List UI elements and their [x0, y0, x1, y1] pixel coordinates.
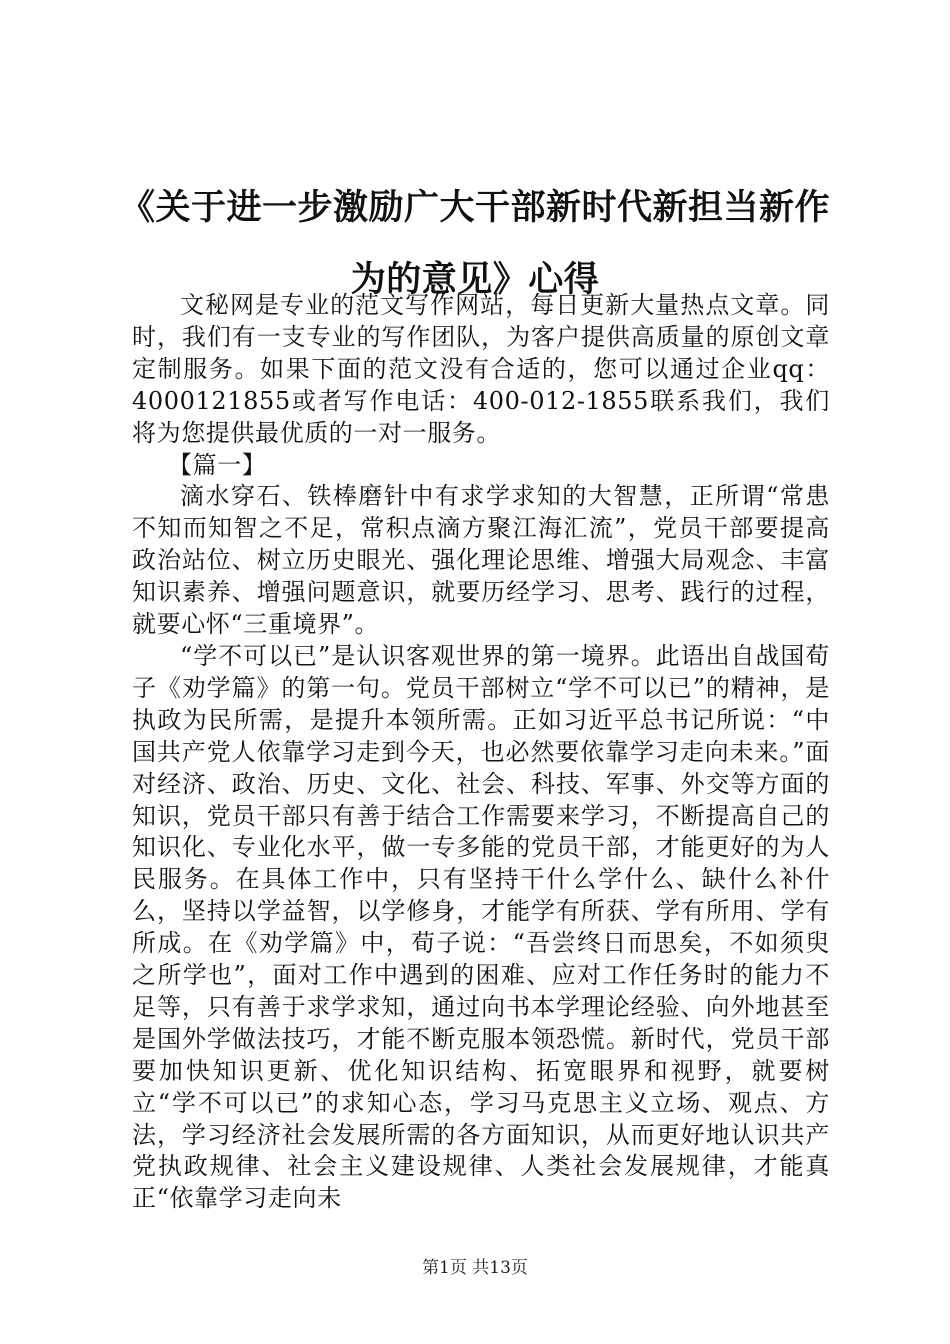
page-number-footer: 第1页 共13页	[422, 1258, 528, 1278]
section-label: 【篇一】	[168, 450, 267, 479]
title-line-2: 为的意见》心得	[350, 259, 600, 300]
title-line-1: 《关于进一步激励广大干部新时代新担当新作	[119, 187, 830, 228]
body-paragraph: “学不可以已”是认识客观世界的第一境界。此语出自战国荀子《劝学篇》的第一句。党员干部树立“学不可以已”的精神，是执政为民所需，是提升本领所需。正如习近平总书记所说：“中国共产党人依靠学习走到今天，也必然要依靠学习走向未来。”面对经济、政治、历史、文化、社会、科技、军事、外交等方面的知识，党员干部只有善于结合工作需要来学习，不断提高自己的知识化、专业化水平，做一专多能的党员干部，才能更好的为人民服务。在具体工作中，只有坚持干什么学什么、缺什么补什么，坚持以学益智，以学修身，才能学有所获、学有所用、学有所成。在《劝学篇》中，荀子说：“吾尝终日而思矣，不如须臾之所学也”，面对工作中遇到的困难、应对工作任务时的能力不足等，只有善于求学求知，通过向书本学理论经验、向外地甚至是国外学做法技巧，才能不断克服本领恐慌。新时代，党员干部要加快知识更新、优化知识结构、拓宽眼界和视野，就要树立“学不可以已”的求知心态，学习马克思主义立场、观点、方法，学习经济社会发展所需的各方面知识，从而更好地认识共产党执政规律、社会主义建设规律、人类社会发展规律，才能真正“依靠学习走向未	[132, 641, 830, 1213]
document-body	[132, 290, 830, 1215]
intro-paragraph: 文秘网是专业的范文写作网站，每日更新大量热点文章。同时，我们有一支专业的写作团队，为客户提供高质量的原创文章定制服务。如果下面的范文没有合适的，您可以通过企业qq：4000121855或者写作电话：400-012-1855联系我们，我们将为您提供最优质的一对一服务。	[132, 291, 830, 447]
body-paragraph: 滴水穿石、铁棒磨针中有求学求知的大智慧，正所谓“常患不知而知智之不足，常积点滴方聚江海汇流”，党员干部要提高政治站位、树立历史眼光、强化理论思维、增强大局观念、丰富知识素养、增强问题意识，就要历经学习、思考、践行的过程，就要心怀“三重境界”。	[132, 482, 830, 639]
